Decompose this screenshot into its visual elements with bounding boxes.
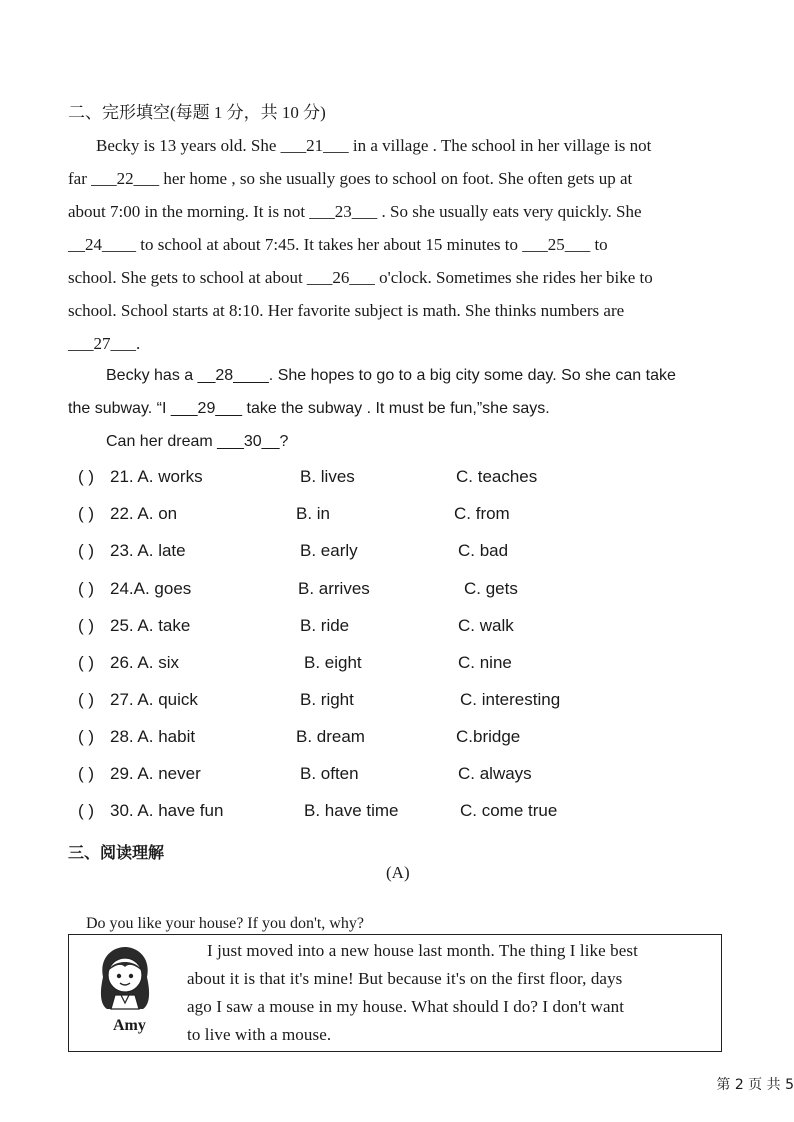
reading-question: Do you like your house? If you don't, why? (86, 915, 364, 932)
option-a: 26. A. six (110, 653, 179, 672)
amy-text-line: to live with a mouse. (187, 1025, 332, 1044)
option-a: 23. A. late (110, 541, 186, 560)
option-a: 21. A. works (110, 467, 203, 486)
answer-paren[interactable]: ( ) (78, 690, 95, 709)
girl-avatar-icon (93, 943, 157, 1015)
part-label: (A) (386, 863, 410, 882)
passage-line: the subway. “I ___29___ take the subway . It must be fun,”she says. (68, 400, 550, 417)
answer-paren[interactable]: ( ) (78, 541, 95, 560)
option-b: B. have time (304, 801, 399, 820)
option-b: B. early (300, 541, 358, 560)
answer-paren[interactable]: ( ) (78, 504, 95, 523)
option-a: 25. A. take (110, 616, 191, 635)
passage-line: ___27___. (68, 334, 141, 353)
option-b: B. right (300, 690, 354, 709)
amy-text-line: about it is that it's mine! But because it's on the first floor, days (187, 969, 623, 988)
option-c: C. walk (458, 616, 514, 635)
answer-paren[interactable]: ( ) (78, 727, 95, 746)
answer-paren[interactable]: ( ) (78, 579, 95, 598)
page-number: 第 2 页 共 5 (716, 1077, 794, 1093)
option-a: 30. A. have fun (110, 801, 224, 820)
amy-name: Amy (113, 1017, 146, 1034)
option-c: C. from (454, 504, 510, 523)
option-a: 29. A. never (110, 764, 201, 783)
passage-line: far ___22___ her home , so she usually goes to school on foot. She often gets up at (68, 169, 633, 188)
option-a: 27. A. quick (110, 690, 198, 709)
passage-line: Becky is 13 years old. She ___21___ in a village . The school in her village is not (96, 136, 652, 155)
passage-line: about 7:00 in the morning. It is not ___23___ . So she usually eats very quickly. She (68, 202, 642, 221)
option-a: 24.A. goes (110, 579, 192, 598)
option-c: C. interesting (460, 690, 561, 709)
amy-box (68, 934, 722, 1052)
option-b: B. eight (304, 653, 362, 672)
section2-heading: 二、完形填空(每题 1 分，共 10 分) (68, 103, 326, 122)
passage-line: school. She gets to school at about ___26___ o'clock. Sometimes she rides her bike to (68, 268, 653, 287)
option-b: B. dream (296, 727, 365, 746)
option-b: B. arrives (298, 579, 370, 598)
passage-line: Can her dream ___30__? (106, 433, 289, 450)
amy-text-line: ago I saw a mouse in my house. What should I do? I don't want (187, 997, 625, 1016)
passage-line: Becky has a __28____. She hopes to go to a big city some day. So she can take (106, 367, 676, 384)
answer-paren[interactable]: ( ) (78, 616, 95, 635)
option-a: 22. A. on (110, 504, 178, 523)
answer-paren[interactable]: ( ) (78, 801, 95, 820)
amy-text-line: I just moved into a new house last month. The thing I like best (207, 941, 638, 960)
passage-line: school. School starts at 8:10. Her favorite subject is math. She thinks numbers are (68, 301, 625, 320)
option-c: C. gets (464, 579, 518, 598)
answer-paren[interactable]: ( ) (78, 764, 95, 783)
option-b: B. lives (300, 467, 355, 486)
option-c: C. bad (458, 541, 509, 560)
answer-paren[interactable]: ( ) (78, 467, 95, 486)
option-c: C. always (458, 764, 532, 783)
section3-heading: 三、阅读理解 (68, 843, 165, 862)
option-b: B. often (300, 764, 359, 783)
option-c: C. nine (458, 653, 512, 672)
option-c: C. come true (460, 801, 558, 820)
option-b: B. ride (300, 616, 350, 635)
option-c: C. teaches (456, 467, 538, 486)
passage-line: __24____ to school at about 7:45. It takes her about 15 minutes to ___25___ to (68, 235, 608, 254)
answer-paren[interactable]: ( ) (78, 653, 95, 672)
option-c: C.bridge (456, 727, 521, 746)
option-b: B. in (296, 504, 331, 523)
option-a: 28. A. habit (110, 727, 196, 746)
